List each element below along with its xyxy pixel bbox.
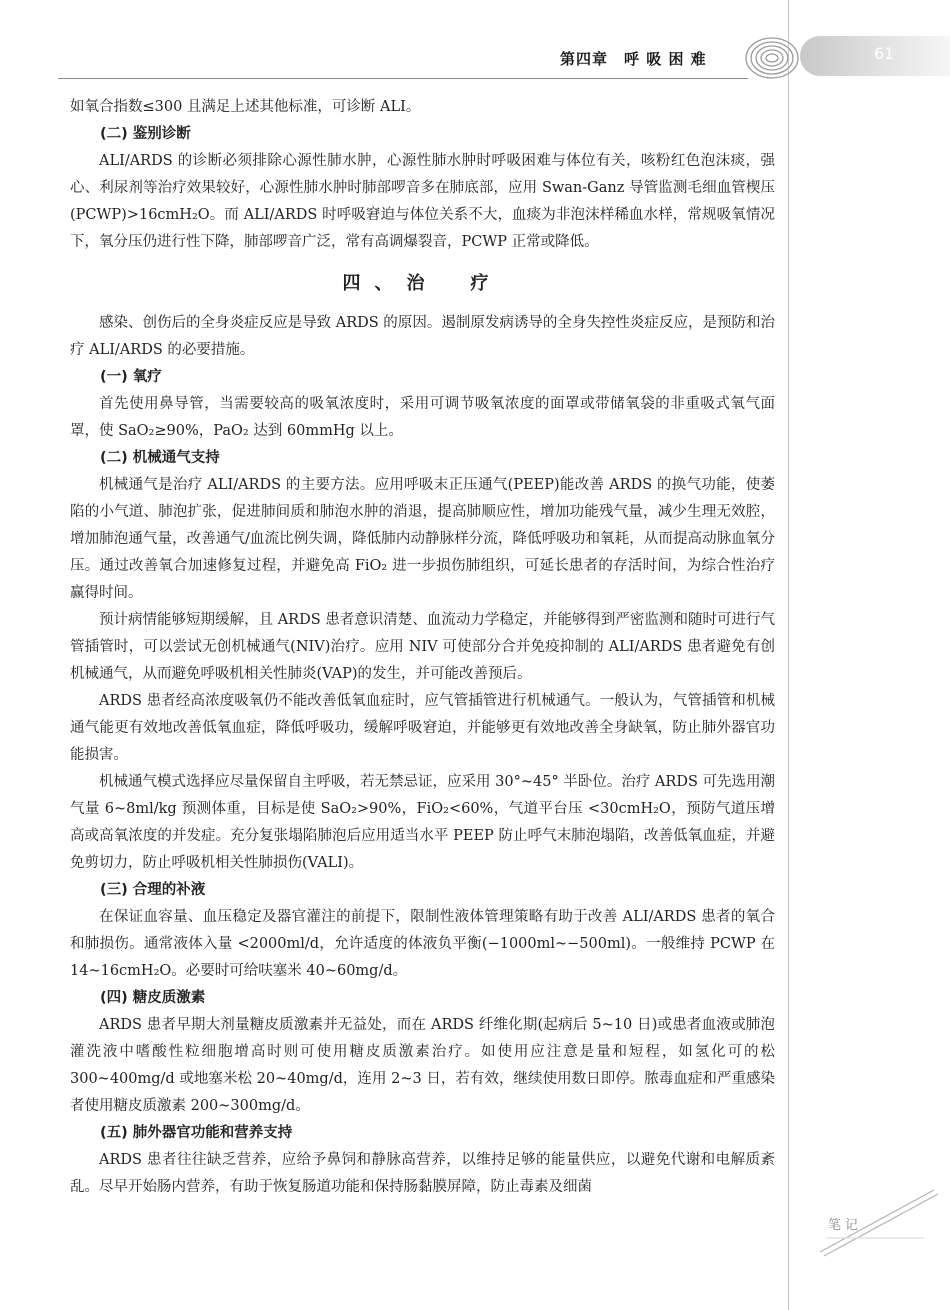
header-rule bbox=[58, 78, 748, 79]
section-title-treatment: 四、治 疗 bbox=[342, 273, 503, 294]
paragraph: ARDS 患者早期大剂量糖皮质激素并无益处，而在 ARDS 纤维化期(起病后 5~10 日)或患者血液或肺泡灌洗液中嗜酸性粒细胞增高时则可使用糖皮质激素治疗。如使用应注意是量和短程，如氢化可的松 300~400mg/d 或地塞米松 20~40mg/d，连用 2~3 日，若有效，继续使用数日即停。脓毒血症和严重感染者使用糖皮质激素 200~300mg/d。 bbox=[70, 1017, 775, 1114]
page-number: 61 bbox=[874, 44, 895, 63]
paragraph: 如氧合指数≤300 且满足上述其他标准，可诊断 ALI。 bbox=[70, 99, 421, 115]
fingerprint-icon bbox=[738, 28, 802, 84]
paragraph: 预计病情能够短期缓解，且 ARDS 患者意识清楚、血流动力学稳定，并能够得到严密监测和随时可进行气管插管时，可以尝试无创机械通气(NIV)治疗。应用 NIV 可使部分合并免疫抑制的 ALI/ARDS 患者避免有创机械通气，从而避免呼吸机相关性肺炎(VAP)的发生，并可能改善预后。 bbox=[70, 612, 775, 682]
subheading-oxygen-therapy: (一) 氧疗 bbox=[100, 369, 162, 385]
paragraph: 感染、创伤后的全身炎症反应是导致 ARDS 的原因。遏制原发病诱导的全身失控性炎症反应，是预防和治疗 ALI/ARDS 的必要措施。 bbox=[70, 315, 775, 358]
page-body bbox=[70, 94, 775, 1201]
paragraph: 机械通气模式选择应尽量保留自主呼吸，若无禁忌证，应采用 30°~45° 半卧位。治疗 ARDS 可先选用潮气量 6~8ml/kg 预测体重，目标是使 SaO₂>90%，FiO₂<60%，气道平台压 <30cmH₂O，预防气道压增高或高氧浓度的并发症。充分复张塌陷肺泡后应用适当水平 PEEP 防止呼气末肺泡塌陷，改善低氧血症，并避免剪切力，防止呼吸机相关性肺损伤(VALI)。 bbox=[70, 774, 775, 871]
subheading-organ-support-nutrition: (五) 肺外器官功能和营养支持 bbox=[100, 1125, 293, 1141]
paragraph: ARDS 患者往往缺乏营养，应给予鼻饲和静脉高营养，以维持足够的能量供应，以避免代谢和电解质紊乱。尽早开始肠内营养，有助于恢复肠道功能和保持肠黏膜屏障，防止毒素及细菌 bbox=[70, 1152, 775, 1195]
subheading-fluid-management: (三) 合理的补液 bbox=[100, 882, 206, 898]
subheading-glucocorticoids: (四) 糖皮质激素 bbox=[100, 990, 206, 1006]
paragraph: ARDS 患者经高浓度吸氧仍不能改善低氧血症时，应气管插管进行机械通气。一般认为，气管插管和机械通气能更有效地改善低氧血症，降低呼吸功，缓解呼吸窘迫，并能够更有效地改善全身缺氧，防止肺外器官功能损害。 bbox=[70, 693, 775, 763]
margin-rule bbox=[788, 0, 789, 1310]
subheading-differential-diagnosis: (二) 鉴别诊断 bbox=[100, 126, 191, 142]
notes-label: 笔记 bbox=[828, 1218, 863, 1233]
paragraph: 机械通气是治疗 ALI/ARDS 的主要方法。应用呼吸末正压通气(PEEP)能改善 ARDS 的换气功能，使萎陷的小气道、肺泡扩张，促进肺间质和肺泡水肿的消退，提高肺顺应性，增加功能残气量，减少生理无效腔，增加肺泡通气量，改善通气/血流比例失调，降低肺内动静脉样分流，降低呼吸功和氧耗，从而提高动脉血氧分压。通过改善氧合加速修复过程，并避免高 FiO₂ 进一步损伤肺组织，可延长患者的存活时间，为综合性治疗赢得时间。 bbox=[70, 477, 775, 601]
paragraph: 首先使用鼻导管，当需要较高的吸氧浓度时，采用可调节吸氧浓度的面罩或带储氧袋的非重吸式氧气面罩，使 SaO₂≥90%，PaO₂ 达到 60mmHg 以上。 bbox=[70, 396, 775, 439]
paragraph: ALI/ARDS 的诊断必须排除心源性肺水肿，心源性肺水肿时呼吸困难与体位有关，咳粉红色泡沫痰，强心、利尿剂等治疗效果较好，心源性肺水肿时肺部啰音多在肺底部，应用 Swan-Ganz 导管监测毛细血管楔压(PCWP)>16cmH₂O。而 ALI/ARDS 时呼吸窘迫与体位关系不大，血痰为非泡沫样稀血水样，常规吸氧情况下，氧分压仍进行性下降，肺部啰音广泛，常有高调爆裂音，PCWP 正常或降低。 bbox=[70, 153, 775, 250]
subheading-mechanical-ventilation: (二) 机械通气支持 bbox=[100, 450, 220, 466]
paragraph: 在保证血容量、血压稳定及器官灌注的前提下，限制性液体管理策略有助于改善 ALI/ARDS 患者的氧合和肺损伤。通常液体入量 <2000ml/d，允许适度的体液负平衡(−1000ml~−500ml)。一般维持 PCWP 在 14~16cmH₂O。必要时可给呋塞米 40~60mg/d。 bbox=[70, 909, 775, 979]
chapter-title: 第四章 呼 吸 困 难 bbox=[560, 50, 707, 68]
